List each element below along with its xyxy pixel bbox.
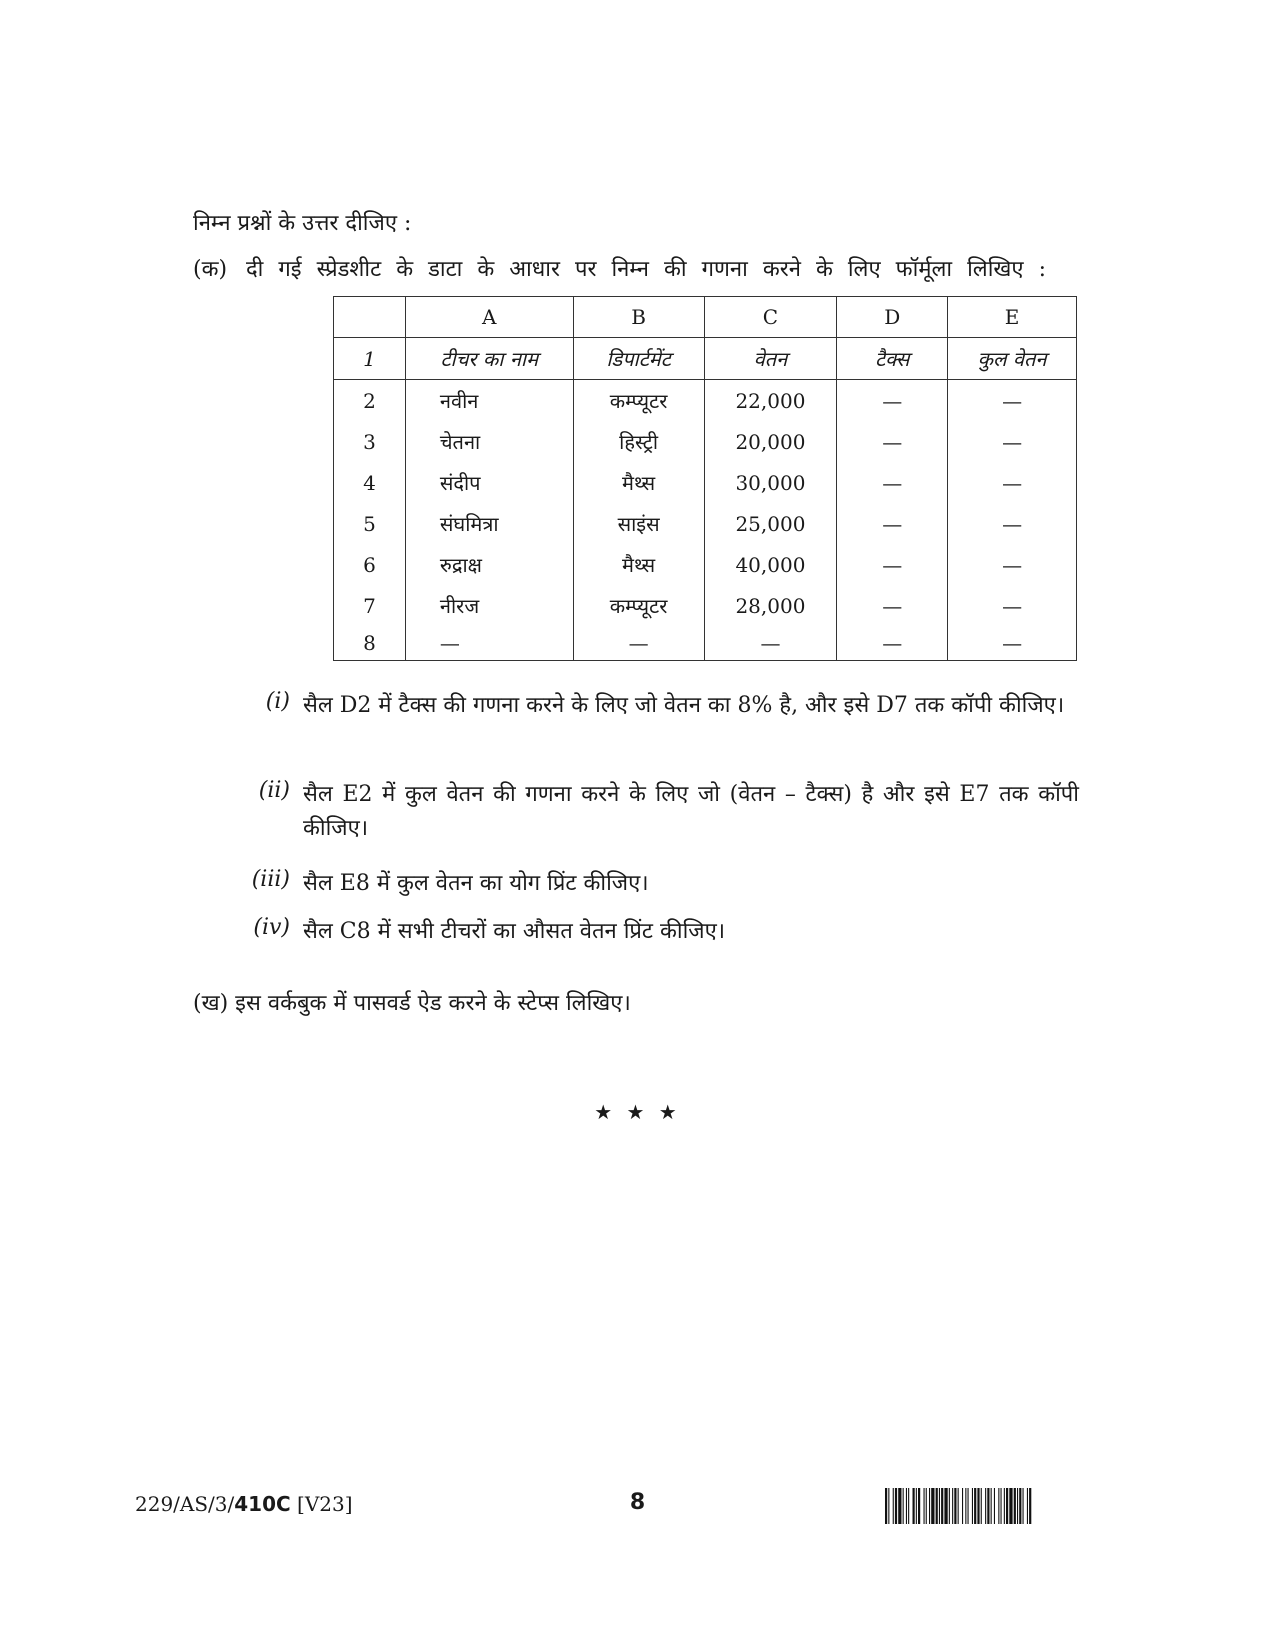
row-number: 7 (334, 585, 406, 626)
total-salary-cell: — (948, 462, 1077, 503)
paper-code-prefix: 229/AS/3/ (135, 1492, 235, 1516)
corner-cell (334, 297, 406, 338)
row-number: 6 (334, 544, 406, 585)
total-salary-cell: — (948, 585, 1077, 626)
question-k-label: (क) (193, 257, 228, 282)
column-header-row (334, 297, 1077, 338)
paper-code-bold: 410C (234, 1492, 291, 1516)
teacher-name-cell: संघमित्रा (405, 503, 573, 544)
department-cell: साइंस (573, 503, 704, 544)
end-marker: ★ ★ ★ (594, 1100, 681, 1124)
subquestion-number: (iii) (251, 867, 290, 892)
department-cell: कम्प्यूटर (573, 380, 704, 422)
subquestion-text: सैल D2 में टैक्स की गणना करने के लिए जो वेतन का 8% है, और इसे D7 तक कॉपी कीजिए। (303, 693, 1065, 718)
spreadsheet-table (333, 296, 1077, 661)
field-header: कुल वेतन (948, 338, 1077, 380)
department-cell: हिस्ट्री (573, 421, 704, 462)
teacher-name-cell: नीरज (405, 585, 573, 626)
salary-cell: 22,000 (704, 380, 837, 422)
subquestion-text: सैल E8 में कुल वेतन का योग प्रिंट कीजिए। (303, 871, 649, 896)
tax-cell: — (837, 626, 948, 661)
row-number: 4 (334, 462, 406, 503)
table-row (334, 380, 1077, 422)
field-header-row (334, 338, 1077, 380)
subquestion-number: (i) (265, 689, 290, 714)
question-kh (193, 987, 631, 1017)
question-k-text: दी गई स्प्रेडशीट के डाटा के आधार पर निम्न की गणना करने के लिए फॉर्मूला लिखिए : (246, 257, 1046, 282)
barcode (885, 1488, 1140, 1524)
tax-cell: — (837, 380, 948, 422)
column-header: B (573, 297, 704, 338)
department-cell: कम्प्यूटर (573, 585, 704, 626)
table-row (334, 585, 1077, 626)
subquestion-number: (ii) (258, 778, 290, 803)
tax-cell: — (837, 544, 948, 585)
table-row (334, 503, 1077, 544)
field-header: वेतन (704, 338, 837, 380)
column-header: E (948, 297, 1077, 338)
field-header: टैक्स (837, 338, 948, 380)
field-header: डिपार्टमेंट (573, 338, 704, 380)
question-kh-text: इस वर्कबुक में पासवर्ड ऐड करने के स्टेप्स लिखिए। (235, 991, 631, 1016)
tax-cell: — (837, 585, 948, 626)
salary-cell: 40,000 (704, 544, 837, 585)
row-number: 5 (334, 503, 406, 544)
tax-cell: — (837, 421, 948, 462)
teacher-name-cell: संदीप (405, 462, 573, 503)
subquestion-text: सैल E2 में कुल वेतन की गणना करने के लिए जो (वेतन – टैक्स) है और इसे E7 तक कॉपी कीजिए। (303, 782, 1079, 841)
page-number: 8 (629, 1490, 646, 1515)
teacher-name-cell: — (405, 626, 573, 661)
column-header: D (837, 297, 948, 338)
total-salary-cell: — (948, 421, 1077, 462)
column-header: A (405, 297, 573, 338)
row-number: 8 (334, 626, 406, 661)
department-cell: — (573, 626, 704, 661)
field-header: टीचर का नाम (405, 338, 573, 380)
subquestion-text: सैल C8 में सभी टीचरों का औसत वेतन प्रिंट कीजिए। (303, 919, 726, 944)
total-salary-cell: — (948, 380, 1077, 422)
total-salary-cell: — (948, 544, 1077, 585)
column-header: C (704, 297, 837, 338)
paper-code-suffix: [V23] (290, 1492, 353, 1516)
table-row (334, 462, 1077, 503)
department-cell: मैथ्स (573, 462, 704, 503)
row-number: 1 (334, 338, 406, 380)
row-number: 3 (334, 421, 406, 462)
salary-cell: 20,000 (704, 421, 837, 462)
total-salary-cell: — (948, 503, 1077, 544)
teacher-name-cell: रुद्राक्ष (405, 544, 573, 585)
teacher-name-cell: चेतना (405, 421, 573, 462)
tax-cell: — (837, 503, 948, 544)
subquestion-number: (iv) (253, 915, 290, 940)
table-row (334, 626, 1077, 661)
table-row (334, 544, 1077, 585)
row-number: 2 (334, 380, 406, 422)
question-kh-label: (ख) (193, 991, 229, 1016)
instructions-text: निम्न प्रश्नों के उत्तर दीजिए : (193, 211, 412, 236)
salary-cell: 28,000 (704, 585, 837, 626)
salary-cell: 30,000 (704, 462, 837, 503)
tax-cell: — (837, 462, 948, 503)
total-salary-cell: — (948, 626, 1077, 661)
table-row (334, 421, 1077, 462)
department-cell: मैथ्स (573, 544, 704, 585)
salary-cell: 25,000 (704, 503, 837, 544)
teacher-name-cell: नवीन (405, 380, 573, 422)
salary-cell: — (704, 626, 837, 661)
